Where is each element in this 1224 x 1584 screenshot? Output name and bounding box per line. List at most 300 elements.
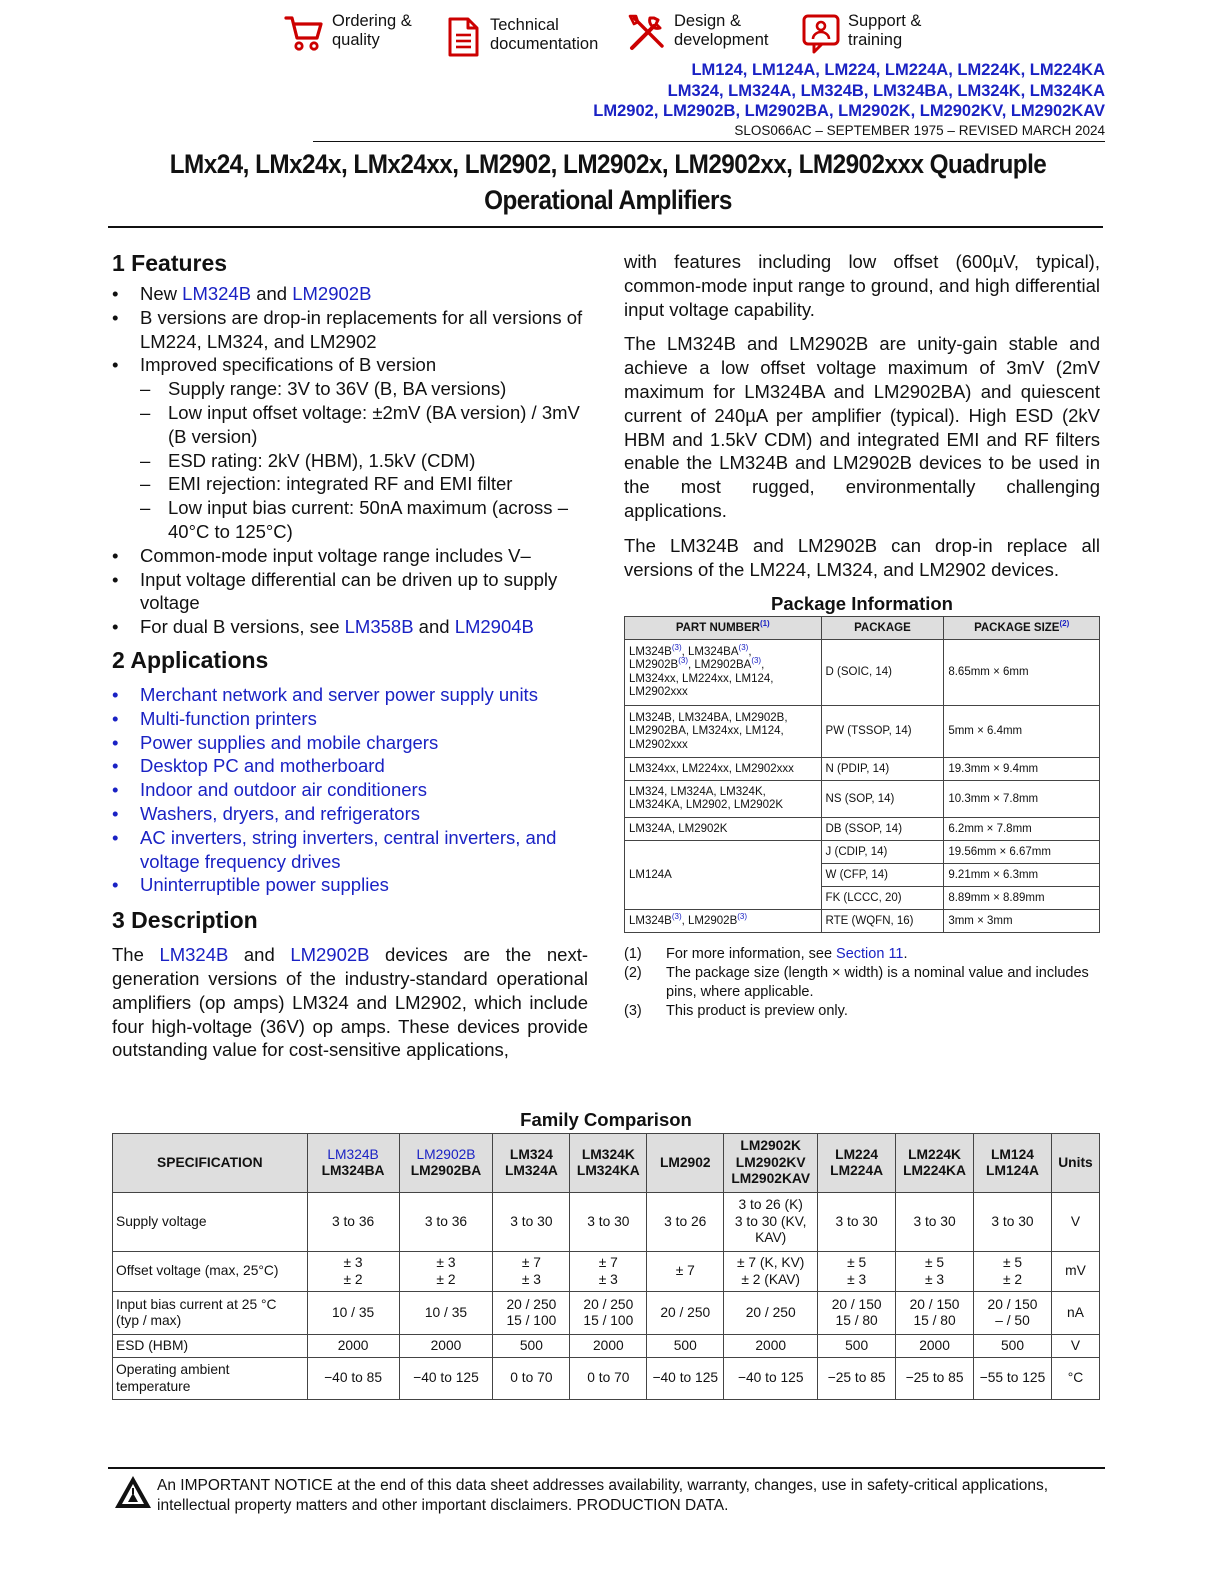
- nav-support-line1: Support &: [848, 12, 922, 30]
- spec-column-header: SPECIFICATION: [113, 1134, 308, 1193]
- part-text: LM2902B: [688, 914, 738, 927]
- value-text: 15 / 80: [835, 1313, 878, 1328]
- device-name: LM224: [835, 1146, 879, 1162]
- value-text: 10 / 35: [331, 1304, 375, 1320]
- part-text: LM2902BA, LM324xx, LM124,: [629, 725, 784, 738]
- package-cell: RTE (WQFN, 16): [821, 910, 944, 933]
- device-column-header: [724, 1134, 818, 1193]
- value-text: 2000: [592, 1337, 624, 1353]
- value-text: 3 to 30: [510, 1213, 553, 1229]
- description-text: and: [228, 944, 291, 966]
- nav-design-line2: development: [674, 31, 769, 49]
- part-number-cell: [625, 910, 822, 933]
- support-icon: [800, 12, 842, 54]
- value-text: 20 / 150: [831, 1296, 882, 1312]
- application-link[interactable]: • Washers, dryers, and refrigerators: [112, 802, 588, 826]
- package-info-table: [624, 616, 1100, 933]
- value-text: 500: [673, 1337, 697, 1353]
- value-text: −40 to 125: [413, 1370, 479, 1386]
- value-text: 3 to 26: [664, 1213, 707, 1229]
- family-comparison-title: Family Comparison: [520, 1109, 692, 1130]
- device-name: LM224KA: [903, 1163, 966, 1178]
- table-row: [625, 818, 1100, 841]
- value-text: KAV): [755, 1230, 787, 1246]
- value-text: 500: [519, 1337, 543, 1353]
- part-text: ,: [748, 645, 752, 658]
- title-line-1: LMx24, LMx24x, LMx24xx, LM2902, LM2902x, LM2902xx, LM2902xxx Quadruple: [169, 149, 1047, 179]
- table-header-row: [625, 617, 1100, 640]
- value-text: −40 to 125: [652, 1370, 719, 1386]
- units-column-header: Units: [1051, 1134, 1099, 1193]
- device-name: LM2902KAV: [731, 1171, 811, 1187]
- value-text: ± 2: [436, 1271, 456, 1287]
- value-cell: [570, 1292, 647, 1335]
- device-column-header: [493, 1134, 570, 1193]
- table-row: [625, 781, 1100, 818]
- value-cell: [307, 1193, 399, 1252]
- feature-subitem: – ESD rating: 2kV (HBM), 1.5kV (CDM): [140, 449, 588, 473]
- part-number-cell: LM324A, LM2902K: [625, 818, 822, 841]
- value-text: 3 to 36: [331, 1213, 375, 1229]
- package-size-cell: 6.2mm × 7.8mm: [944, 818, 1100, 841]
- value-cell: [493, 1252, 570, 1292]
- value-text: ± 3: [598, 1271, 618, 1287]
- spec-cell: [113, 1193, 308, 1252]
- part-text: ,: [681, 645, 689, 658]
- value-cell: [647, 1292, 724, 1335]
- value-text: 3 to 26 (K): [738, 1197, 803, 1213]
- value-cell: [493, 1292, 570, 1335]
- spec-cell: [113, 1292, 308, 1335]
- device-name: LM2902KV: [735, 1154, 806, 1170]
- value-text: ± 2 (KAV): [741, 1271, 801, 1287]
- part-text: LM324B: [629, 914, 672, 927]
- device-column-header: [570, 1134, 647, 1193]
- unit-cell: V: [1051, 1335, 1099, 1358]
- value-cell: [493, 1193, 570, 1252]
- nav-support-line2: training: [848, 31, 903, 49]
- header-label: PART NUMBER: [675, 621, 760, 634]
- feature-item: [112, 615, 588, 639]
- part-number-list: [593, 60, 1105, 122]
- value-cell: [493, 1335, 570, 1358]
- value-cell: [818, 1335, 896, 1358]
- part-text: LM324xx, LM224xx, LM124,: [629, 672, 774, 685]
- part-text: LM324KA, LM2902, LM2902K: [629, 799, 784, 812]
- value-cell: [399, 1252, 493, 1292]
- title-divider: [108, 226, 1103, 228]
- value-text: 3 to 30 (KV,: [734, 1213, 807, 1229]
- part-number-cell: LM124A: [625, 841, 822, 910]
- spec-cell: [113, 1358, 308, 1400]
- unit-cell: mV: [1051, 1252, 1099, 1292]
- features-list: [112, 282, 588, 639]
- value-cell: [647, 1252, 724, 1292]
- notice-line: An IMPORTANT NOTICE at the end of this data sheet addresses availability, warranty, changes, use in safety-critical applications,: [157, 1477, 1049, 1494]
- footnote-ref[interactable]: (2): [1059, 618, 1070, 628]
- table-row: [625, 758, 1100, 781]
- feature-text: New: [140, 283, 183, 304]
- spec-label: ESD (HBM): [116, 1337, 189, 1353]
- value-cell: [896, 1193, 974, 1252]
- value-cell: [974, 1292, 1052, 1335]
- column-header: [944, 617, 1100, 640]
- header-divider: [313, 141, 1105, 142]
- application-link[interactable]: • AC inverters, string inverters, central inverters, and voltage frequency drives: [112, 826, 588, 874]
- part-text: LM324, LM324A, LM324K,: [629, 785, 766, 798]
- nav-ordering-line2: quality: [332, 31, 380, 49]
- header-label: PACKAGE SIZE: [974, 621, 1060, 634]
- unit-cell: nA: [1051, 1292, 1099, 1335]
- value-text: 3 to 36: [424, 1213, 468, 1229]
- unit-cell: V: [1051, 1193, 1099, 1252]
- part-text: ,: [688, 659, 695, 672]
- value-text: ± 3: [436, 1255, 456, 1270]
- feature-item: • B versions are drop-in replacements for all versions of LM224, LM324, and LM2902: [112, 306, 588, 354]
- value-text: ± 3: [343, 1255, 363, 1270]
- device-name: LM124: [991, 1146, 1034, 1162]
- value-text: – / 50: [995, 1313, 1030, 1328]
- table-row: [625, 706, 1100, 758]
- value-text: −25 to 85: [827, 1370, 886, 1386]
- value-cell: [647, 1193, 724, 1252]
- value-text: 20 / 250: [583, 1296, 634, 1312]
- table-row: [625, 910, 1100, 933]
- package-cell: FK (LCCC, 20): [821, 887, 944, 910]
- value-cell: [307, 1358, 399, 1400]
- table-header-row: [113, 1134, 1100, 1193]
- features-heading: 1 Features: [112, 250, 228, 276]
- value-cell: [570, 1252, 647, 1292]
- feature-item: [112, 353, 588, 543]
- application-link[interactable]: • Power supplies and mobile chargers: [112, 731, 588, 755]
- value-cell: [974, 1193, 1052, 1252]
- package-size-cell: 10.3mm × 7.8mm: [944, 781, 1100, 818]
- value-cell: [307, 1252, 399, 1292]
- package-cell: DB (SSOP, 14): [821, 818, 944, 841]
- part-text: LM2902BA: [694, 659, 752, 672]
- device-name: LM2902K: [740, 1138, 801, 1154]
- package-size-cell: 5mm × 6.4mm: [944, 706, 1100, 758]
- value-text: ± 3: [925, 1271, 945, 1287]
- document-id: SLOS066AC – SEPTEMBER 1975 – REVISED MARCH 2024: [734, 123, 1105, 138]
- value-cell: [974, 1335, 1052, 1358]
- value-text: 3 to 30: [913, 1213, 956, 1229]
- device-name: LM324BA: [321, 1163, 385, 1178]
- footnote-ref[interactable]: (1): [759, 618, 770, 628]
- value-cell: [493, 1358, 570, 1400]
- lm2902b-link[interactable]: LM2902B: [292, 283, 372, 304]
- value-text: 20 / 150: [909, 1296, 960, 1312]
- device-name: LM2902BA: [410, 1163, 482, 1178]
- device-name: LM324KA: [576, 1163, 640, 1178]
- feature-subitem: – Low input bias current: 50nA maximum (across –40°C to 125°C): [140, 496, 588, 544]
- footnote-ref[interactable]: (3): [751, 656, 762, 666]
- document-icon: [442, 16, 484, 58]
- package-cell: PW (TSSOP, 14): [821, 706, 944, 758]
- spec-cell: [113, 1252, 308, 1292]
- value-text: 10 / 35: [424, 1304, 468, 1320]
- value-cell: [570, 1193, 647, 1252]
- footnote-ref[interactable]: (3): [671, 911, 682, 921]
- part-number-cell: LM324xx, LM224xx, LM2902xxx: [625, 758, 822, 781]
- feature-text: For dual B versions, see: [140, 616, 345, 638]
- footnote-text: The package size (length × width) is a nominal value and includes pins, where applicable.: [666, 965, 1089, 1001]
- package-cell: N (PDIP, 14): [821, 758, 944, 781]
- package-size-cell: 8.89mm × 8.89mm: [944, 887, 1100, 910]
- value-text: 20 / 250: [745, 1304, 796, 1320]
- lm358b-link[interactable]: LM358B: [344, 616, 414, 638]
- device-name[interactable]: LM2902B: [416, 1146, 476, 1162]
- device-column-header: [896, 1134, 974, 1193]
- spec-label: temperature: [116, 1378, 191, 1394]
- application-link[interactable]: • Multi-function printers: [112, 707, 588, 731]
- package-size-cell: 8.65mm × 6mm: [944, 640, 1100, 706]
- nav-ordering[interactable]: [284, 12, 412, 54]
- feature-sublist: [140, 377, 588, 544]
- nav-design-line1: Design &: [674, 12, 741, 30]
- part-text: LM2902xxx: [629, 686, 688, 699]
- package-size-cell: 3mm × 3mm: [944, 910, 1100, 933]
- value-text: 2000: [430, 1337, 462, 1353]
- notice-line: intellectual property matters and other important disclaimers. PRODUCTION DATA.: [157, 1496, 729, 1514]
- value-cell: [896, 1252, 974, 1292]
- value-cell: [570, 1358, 647, 1400]
- left-column: [112, 248, 588, 1062]
- value-text: 2000: [337, 1337, 369, 1353]
- lm2904b-link[interactable]: LM2904B: [454, 616, 534, 638]
- applications-list: [112, 683, 588, 897]
- table-footnotes: [624, 945, 1100, 1021]
- value-text: ± 7 (K, KV): [737, 1255, 805, 1270]
- family-comparison-table: [112, 1133, 1100, 1400]
- value-text: ± 5: [925, 1255, 945, 1270]
- device-name[interactable]: LM324B: [327, 1146, 379, 1162]
- value-text: ± 5: [1002, 1255, 1023, 1270]
- part-text: LM324B: [629, 645, 672, 658]
- value-text: 500: [1000, 1337, 1024, 1353]
- value-text: 500: [845, 1337, 869, 1353]
- value-text: 0 to 70: [587, 1370, 630, 1386]
- part-text: LM2902B: [629, 659, 679, 672]
- table-row: [113, 1193, 1100, 1252]
- part-number-cell: [625, 781, 822, 818]
- unit-cell: °C: [1051, 1358, 1099, 1400]
- value-text: 0 to 70: [510, 1370, 553, 1386]
- part-text: ,: [681, 914, 689, 927]
- part-number-cell: [625, 706, 822, 758]
- device-name: LM2902: [659, 1154, 711, 1170]
- shopping-cart-icon: [284, 12, 326, 54]
- description-heading: 3 Description: [112, 907, 258, 934]
- footnote-number: (2): [624, 965, 642, 982]
- value-text: 20 / 150: [987, 1296, 1038, 1312]
- part-text: LM324B, LM324BA, LM2902B,: [629, 711, 788, 724]
- feature-item: [112, 282, 588, 306]
- section-11-link[interactable]: Section 11: [836, 946, 904, 963]
- part-text: ,: [761, 659, 765, 672]
- spec-cell: [113, 1335, 308, 1358]
- footnote: [624, 945, 1100, 964]
- feature-text: and: [413, 616, 455, 638]
- notice-divider: [108, 1467, 1105, 1469]
- device-column-header[interactable]: [307, 1134, 399, 1193]
- nav-technical-line1: Technical: [490, 16, 559, 34]
- package-cell: D (SOIC, 14): [821, 640, 944, 706]
- column-header: PACKAGE: [821, 617, 944, 640]
- right-column: [624, 250, 1100, 1021]
- description-text: The: [112, 944, 160, 966]
- feature-subitem: – EMI rejection: integrated RF and EMI filter: [140, 472, 588, 496]
- part-line-1[interactable]: LM124, LM124A, LM224, LM224A, LM224K, LM224KA: [691, 61, 1105, 79]
- page-title: [158, 146, 1058, 218]
- value-cell: [896, 1292, 974, 1335]
- value-text: 15 / 100: [506, 1313, 557, 1328]
- value-text: ± 7: [675, 1263, 695, 1279]
- spec-label: Operating ambient: [116, 1362, 230, 1377]
- package-size-cell: 9.21mm × 6.3mm: [944, 864, 1100, 887]
- lm2902b-link[interactable]: LM2902B: [290, 944, 370, 966]
- value-cell: [399, 1358, 493, 1400]
- value-text: 2000: [755, 1337, 787, 1353]
- device-name: LM124A: [986, 1163, 1039, 1178]
- value-text: ± 2: [1002, 1271, 1023, 1287]
- application-link[interactable]: • Merchant network and server power supply units: [112, 683, 588, 707]
- value-text: 20 / 250: [660, 1304, 711, 1320]
- value-text: −55 to 125: [979, 1370, 1046, 1386]
- device-name: LM324: [509, 1146, 553, 1162]
- family-table-body: [113, 1193, 1100, 1400]
- lm324b-link[interactable]: LM324B: [159, 944, 229, 966]
- footnote-text: For more information, see: [666, 946, 837, 963]
- device-name: LM324K: [581, 1146, 635, 1162]
- value-text: ± 7: [598, 1255, 618, 1270]
- application-link[interactable]: • Uninterruptible power supplies: [112, 873, 588, 897]
- part-text: LM2902xxx: [629, 738, 688, 751]
- value-cell: [818, 1252, 896, 1292]
- part-number-cell: [625, 640, 822, 706]
- value-cell: [307, 1292, 399, 1335]
- package-info-title: Package Information: [771, 593, 953, 615]
- table-row: [625, 841, 1100, 864]
- spec-label: (typ / max): [116, 1313, 182, 1328]
- footnote-ref[interactable]: (3): [738, 643, 749, 653]
- table-row: [113, 1335, 1100, 1358]
- part-line-2[interactable]: LM324, LM324A, LM324B, LM324BA, LM324K, LM324KA: [667, 81, 1105, 100]
- description-paragraph-2: The LM324B and LM2902B are unity-gain stable and achieve a low offset voltage maximum of 3mV (2mV maximum for LM324BA and LM2902BA) and quiescent current of 240µA per amplifier (typical). High ESD (2kV HBM and 1.5kV CDM) and integrated EMI and RF filters enable the LM324B and LM2902B devices to be used in the most rugged, environmentally challenging applications.: [624, 333, 1100, 521]
- value-cell: [724, 1358, 818, 1400]
- value-text: 3 to 30: [587, 1213, 630, 1229]
- value-cell: [724, 1335, 818, 1358]
- description-text: devices are the next-generation versions of the industry-standard operational amplifiers (op amps) LM324 and LM2902, which include four high-voltage (36V) op amps. These devices provide outstanding value for cost-sensitive applications,: [112, 944, 589, 1061]
- value-cell: [974, 1358, 1052, 1400]
- footnote: [624, 964, 1100, 1002]
- nav-technical-line2: documentation: [490, 35, 599, 53]
- nav-support-training[interactable]: [800, 12, 921, 54]
- footnote-number: (3): [624, 1003, 642, 1020]
- footnote-ref[interactable]: (3): [678, 656, 689, 666]
- device-column-header: [818, 1134, 896, 1193]
- value-cell: [818, 1193, 896, 1252]
- footnote: [624, 1002, 1100, 1021]
- value-cell: [307, 1335, 399, 1358]
- feature-item: • Input voltage differential can be driven up to supply voltage: [112, 568, 588, 616]
- value-text: −40 to 85: [324, 1370, 383, 1386]
- feature-item: • Common-mode input voltage range includes V–: [112, 544, 588, 568]
- description-paragraph-1-continued: with features including low offset (600µV, typical), common-mode input range to ground, and high differential input voltage capability.: [624, 251, 1100, 320]
- applications-heading: 2 Applications: [112, 646, 269, 673]
- table-row: [113, 1252, 1100, 1292]
- footnote-text: This product is preview only.: [666, 1003, 848, 1020]
- feature-subitem: – Supply range: 3V to 36V (B, BA versions): [140, 377, 588, 401]
- value-cell: [724, 1193, 818, 1252]
- application-link[interactable]: • Desktop PC and motherboard: [112, 754, 588, 778]
- value-cell: [399, 1292, 493, 1335]
- warning-icon: [113, 1474, 153, 1510]
- package-cell: NS (SOP, 14): [821, 781, 944, 818]
- package-size-cell: 19.56mm × 6.67mm: [944, 841, 1100, 864]
- device-name: LM224K: [908, 1146, 961, 1162]
- footnote-ref[interactable]: (3): [737, 911, 748, 921]
- tools-icon: [626, 12, 668, 54]
- package-size-cell: 19.3mm × 9.4mm: [944, 758, 1100, 781]
- value-cell: [647, 1335, 724, 1358]
- value-text: 15 / 100: [583, 1313, 634, 1328]
- value-text: ± 7: [521, 1255, 541, 1270]
- lm324b-link[interactable]: LM324B: [182, 283, 252, 304]
- value-text: 2000: [919, 1337, 950, 1353]
- nav-technical-documentation[interactable]: [442, 16, 598, 58]
- value-text: 3 to 30: [835, 1213, 878, 1229]
- part-line-3[interactable]: LM2902, LM2902B, LM2902BA, LM2902K, LM2902KV, LM2902KAV: [593, 102, 1105, 120]
- value-cell: [818, 1358, 896, 1400]
- footnote-ref[interactable]: (3): [671, 643, 682, 653]
- value-cell: [974, 1252, 1052, 1292]
- value-cell: [570, 1335, 647, 1358]
- value-cell: [896, 1335, 974, 1358]
- application-link[interactable]: • Indoor and outdoor air conditioners: [112, 778, 588, 802]
- value-text: 3 to 30: [991, 1213, 1034, 1229]
- device-column-header: [647, 1134, 724, 1193]
- footnote-number: (1): [624, 946, 642, 963]
- description-paragraph-3: The LM324B and LM2902B can drop-in replace all versions of the LM224, LM324, and LM2902 devices.: [624, 534, 1100, 580]
- package-cell: W (CFP, 14): [821, 864, 944, 887]
- nav-ordering-line1: Ordering &: [332, 12, 412, 30]
- table-row: [625, 640, 1100, 706]
- value-text: ± 2: [343, 1271, 363, 1287]
- value-text: 20 / 250: [506, 1296, 557, 1312]
- value-text: 15 / 80: [913, 1313, 956, 1328]
- value-cell: [896, 1358, 974, 1400]
- nav-design-development[interactable]: [626, 12, 768, 54]
- value-text: ± 3: [847, 1271, 867, 1287]
- table-row: [113, 1358, 1100, 1400]
- device-column-header: [974, 1134, 1052, 1193]
- description-paragraph-1: [112, 943, 588, 1062]
- device-name: LM324A: [504, 1163, 558, 1178]
- package-cell: J (CDIP, 14): [821, 841, 944, 864]
- important-notice: [157, 1476, 1117, 1515]
- spec-label: Input bias current at 25 °C: [116, 1296, 277, 1312]
- spec-label: Offset voltage (max, 25°C): [116, 1263, 279, 1279]
- value-text: ± 3: [521, 1271, 541, 1287]
- spec-label: Supply voltage: [116, 1213, 207, 1229]
- value-text: −25 to 85: [905, 1370, 964, 1386]
- device-column-header[interactable]: [399, 1134, 493, 1193]
- value-cell: [647, 1358, 724, 1400]
- title-line-2: Operational Amplifiers: [484, 185, 732, 215]
- feature-text: and: [251, 283, 293, 304]
